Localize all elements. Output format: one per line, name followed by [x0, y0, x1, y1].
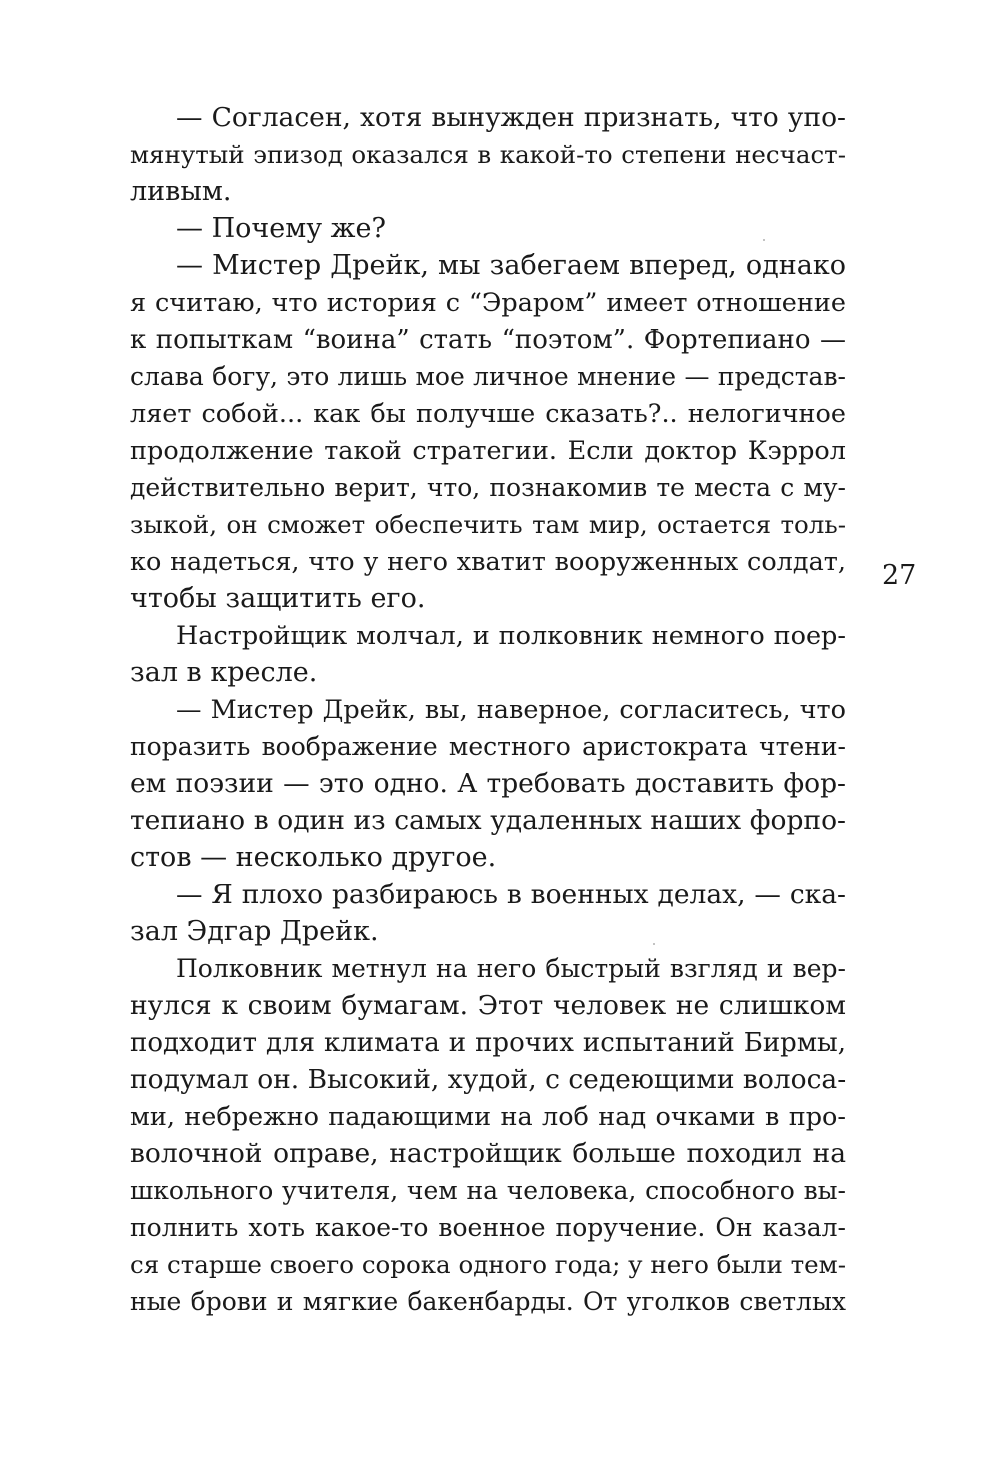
text-line: продолжение такой стратегии. Если доктор Кэррол [130, 436, 846, 466]
text-line: стов — несколько другое. [130, 842, 497, 873]
text-line: подходит для климата и прочих испытаний Бирмы, [130, 1028, 846, 1058]
paper-speck [653, 943, 655, 945]
text-line: — Я плохо разбираюсь в военных делах, — ска- [176, 879, 846, 910]
page-number: 27 [882, 560, 917, 591]
text-line: ляет собой... как бы получше сказать?.. нелогичное [130, 399, 846, 429]
text-line: зал в кресле. [130, 657, 318, 688]
text-line: — Мистер Дрейк, мы забегаем вперед, однако [176, 250, 846, 281]
text-line: ми, небрежно падающими на лоб над очками в про- [130, 1102, 846, 1132]
text-line: ные брови и мягкие бакенбарды. От уголков светлых [130, 1287, 846, 1316]
text-line: слава богу, это лишь мое личное мнение — представ- [130, 362, 846, 391]
text-line: действительно верит, что, познакомив те места с му- [130, 473, 846, 502]
text-line: нулся к своим бумагам. Этот человек не слишком [130, 990, 846, 1021]
text-line: — Мистер Дрейк, вы, наверное, согласитесь, что [176, 695, 846, 725]
text-line: зал Эдгар Дрейк. [130, 916, 379, 947]
text-line: школьного учителя, чем на человека, способного вы- [130, 1176, 846, 1205]
text-line: поразить воображение местного аристократа чтени- [130, 732, 846, 761]
text-line: ко надеться, что у него хватит вооруженных солдат, [130, 547, 846, 577]
text-line: полнить хоть какое-то военное поручение. Он казал- [130, 1213, 846, 1242]
text-line: зыкой, он сможет обеспечить там мир, остается толь- [130, 510, 846, 539]
text-line: ливым. [130, 176, 232, 207]
text-line: подумал он. Высокий, худой, с седеющими волоса- [130, 1064, 847, 1095]
text-line: — Почему же? [176, 213, 386, 244]
text-line: к попыткам “воина” стать “поэтом”. Фортепиано — [130, 325, 846, 355]
text-line: ся старше своего сорока одного года; у него были тем- [130, 1250, 846, 1279]
text-line: тепиано в один из самых удаленных наших форпо- [130, 805, 846, 836]
text-line: ем поэзии — это одно. А требовать доставить фор- [130, 768, 846, 799]
text-line: чтобы защитить его. [130, 583, 426, 614]
text-line: мянутый эпизод оказался в какой-то степени несчаст- [130, 140, 846, 169]
text-line: Настройщик молчал, и полковник немного поер- [176, 621, 846, 651]
text-line: я считаю, что история с “Эраром” имеет отношение [130, 288, 846, 318]
text-line: Полковник метнул на него быстрый взгляд и вер- [176, 954, 846, 983]
text-line: волочной оправе, настройщик больше походил на [130, 1138, 846, 1169]
text-line: — Согласен, хотя вынужден признать, что упо- [176, 102, 846, 133]
paper-speck [763, 239, 765, 241]
